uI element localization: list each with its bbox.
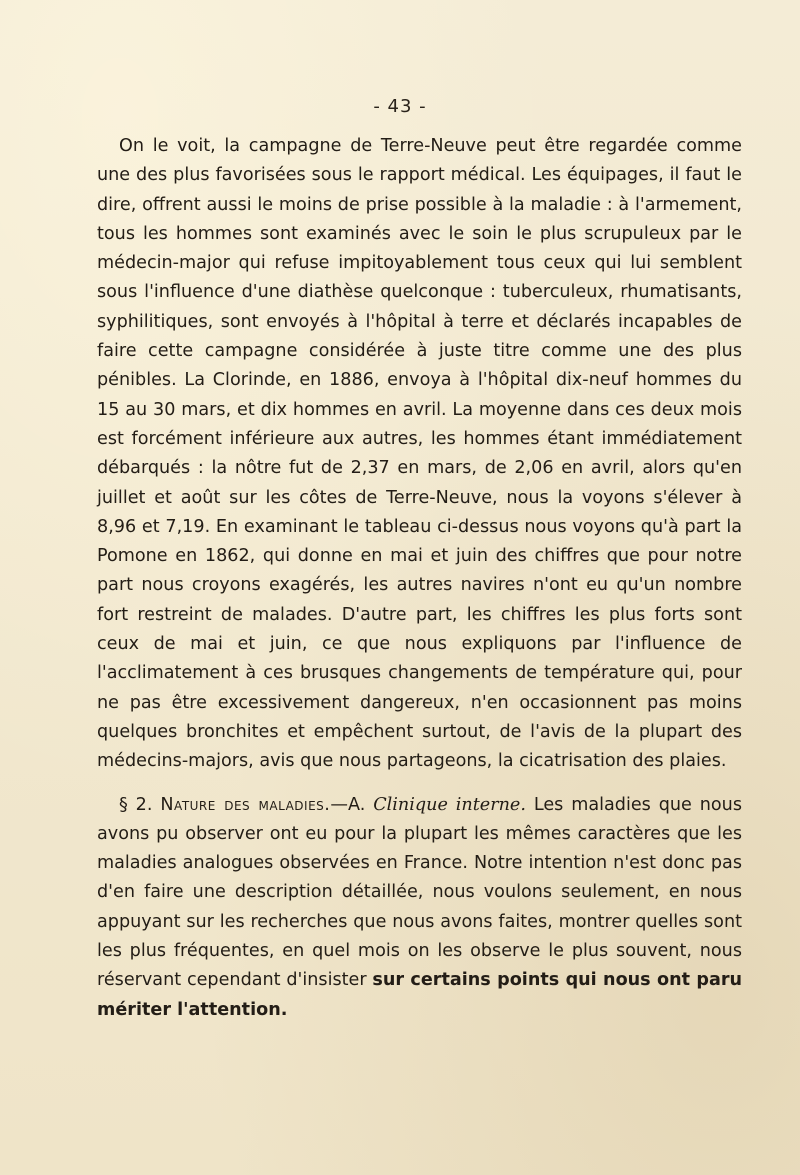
section-body-text: Les maladies que nous avons pu observer ont eu pour la plupart les mêmes caractères que les maladies analogues observées en France. Notre intention n'est donc pas d'en faire une description détaillée, nous voulons seulement, en nous appuyant sur les recherches que nous avons faites, montrer quelles sont les plus fréquentes, en quel mois on les observe le plus souvent, nous réservant cependant d'insister — [97, 794, 743, 991]
page-body — [97, 132, 742, 1025]
section-number: § 2. — [119, 794, 153, 815]
section-final-line: sur certains points qui nous ont paru mériter l'attention. — [97, 970, 743, 1020]
page-number: - 43 - — [373, 96, 427, 117]
paragraph-nature-des-maladies — [97, 791, 742, 1025]
subsection-title: Clinique interne. — [373, 794, 526, 815]
section-dash: — — [330, 794, 348, 815]
section-title: Nature des maladies. — [160, 794, 331, 815]
paragraph-terre-neuve: On le voit, la campagne de Terre-Neuve peut être regardée comme une des plus favorisées sous le rapport médical. Les équipages, il faut le dire, offrent aussi le moins de prise possible à la maladie : à l'armement, tous les hommes sont examinés avec le soin le plus scrupuleux par le médecin-major qui refuse impitoyablement tous ceux qui lui semblent sous l'influence d'une diathèse quelconque : tuberculeux, rhumatisants, syphilitiques, sont envoyés à l'hôpital à terre et déclarés incapables de faire cette campagne considérée à juste titre comme une des plus pénibles. La Clorinde, en 1886, envoya à l'hôpital dix-neuf hommes du 15 au 30 mars, et dix hommes en avril. La moyenne dans ces deux mois est forcément inférieure aux autres, les hommes étant immédiatement débarqués : la nôtre fut de 2,37 en mars, de 2,06 en avril, alors qu'en juillet et août sur les côtes de Terre-Neuve, nous la voyons s'élever à 8,96 et 7,19. En examinant le tableau ci-dessus nous voyons qu'à part la Pomone en 1862, qui donne en mai et juin des chiffres que pour notre part nous croyons exagérés, les autres navires n'ont eu qu'un nombre fort restreint de malades. D'autre part, les chiffres les plus forts sont ceux de mai et juin, ce que nous expliquons par l'influence de l'acclimatement à ces brusques changements de température qui, pour ne pas être excessivement dangereux, n'en occasionnent pas moins quelques bronchites et empêchent surtout, de l'avis de la plupart des médecins-majors, avis que nous partageons, la cicatrisation des plaies. — [97, 136, 742, 772]
subsection-letter: A. — [347, 794, 366, 815]
